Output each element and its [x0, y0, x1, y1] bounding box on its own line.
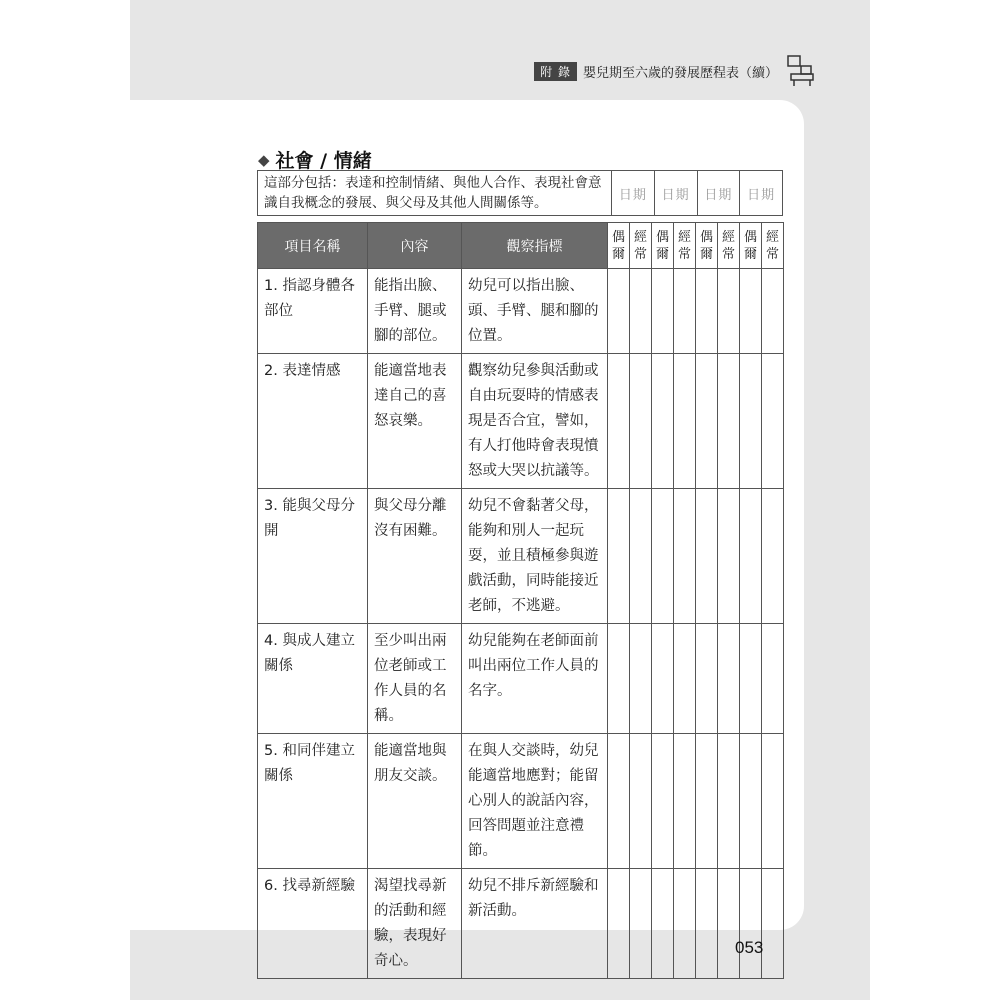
table-row	[258, 354, 784, 489]
item-content: 能適當地表達自己的喜怒哀樂。	[368, 354, 462, 489]
header-freq-occasional: 偶爾	[608, 223, 630, 269]
diamond-bullet-icon: ◆	[258, 150, 270, 169]
header-indicator: 觀察指標	[462, 223, 608, 269]
section-title-text: 社會 / 情緒	[275, 150, 372, 172]
intro-box	[257, 170, 783, 216]
check-cell[interactable]	[696, 869, 718, 979]
item-name: 4. 與成人建立關係	[258, 624, 368, 734]
header-freq-occasional: 偶爾	[740, 223, 762, 269]
check-cell[interactable]	[696, 734, 718, 869]
check-cell[interactable]	[696, 489, 718, 624]
item-indicator: 在與人交談時，幼兒能適當地應對；能留心別人的說話內容，回答問題並注意禮節。	[462, 734, 608, 869]
running-header-title: 嬰兒期至六歲的發展歷程表（續）	[582, 66, 778, 81]
check-cell[interactable]	[652, 269, 674, 354]
appendix-badge: 附 錄	[534, 62, 577, 81]
check-cell[interactable]	[652, 734, 674, 869]
check-cell[interactable]	[608, 269, 630, 354]
header-item-name: 項目名稱	[258, 223, 368, 269]
section-title	[258, 146, 372, 173]
check-cell[interactable]	[740, 869, 762, 979]
item-content: 渴望找尋新的活動和經驗，表現好奇心。	[368, 869, 462, 979]
check-cell[interactable]	[696, 354, 718, 489]
item-content: 至少叫出兩位老師或工作人員的名稱。	[368, 624, 462, 734]
check-cell[interactable]	[762, 624, 784, 734]
check-cell[interactable]	[608, 489, 630, 624]
header-freq-often: 經常	[674, 223, 696, 269]
table-row	[258, 734, 784, 869]
check-cell[interactable]	[718, 354, 740, 489]
check-cell[interactable]	[718, 869, 740, 979]
check-cell[interactable]	[674, 269, 696, 354]
check-cell[interactable]	[674, 354, 696, 489]
check-cell[interactable]	[696, 269, 718, 354]
check-cell[interactable]	[762, 489, 784, 624]
item-content: 與父母分離沒有困難。	[368, 489, 462, 624]
item-indicator: 幼兒不會黏著父母，能夠和別人一起玩耍，並且積極參與遊戲活動，同時能接近老師，不逃避。	[462, 489, 608, 624]
check-cell[interactable]	[762, 269, 784, 354]
check-cell[interactable]	[762, 869, 784, 979]
item-name: 2. 表達情感	[258, 354, 368, 489]
header-freq-often: 經常	[762, 223, 784, 269]
check-cell[interactable]	[740, 734, 762, 869]
check-cell[interactable]	[718, 624, 740, 734]
item-name: 5. 和同伴建立關係	[258, 734, 368, 869]
check-cell[interactable]	[652, 624, 674, 734]
check-cell[interactable]	[630, 734, 652, 869]
item-name: 6. 找尋新經驗	[258, 869, 368, 979]
item-indicator: 幼兒不排斥新經驗和新活動。	[462, 869, 608, 979]
check-cell[interactable]	[674, 734, 696, 869]
check-cell[interactable]	[762, 354, 784, 489]
check-cell[interactable]	[630, 354, 652, 489]
check-cell[interactable]	[630, 489, 652, 624]
check-cell[interactable]	[652, 489, 674, 624]
check-cell[interactable]	[674, 624, 696, 734]
check-cell[interactable]	[630, 624, 652, 734]
header-freq-occasional: 偶爾	[696, 223, 718, 269]
intro-text: 這部分包括：表達和控制情緒、與他人合作、表現社會意識自我概念的發展、與父母及其他人間關係等。	[258, 171, 612, 215]
check-cell[interactable]	[740, 269, 762, 354]
header-freq-often: 經常	[718, 223, 740, 269]
header-content: 內容	[368, 223, 462, 269]
observation-table	[257, 222, 784, 979]
check-cell[interactable]	[652, 354, 674, 489]
check-cell[interactable]	[630, 869, 652, 979]
header-freq-often: 經常	[630, 223, 652, 269]
table-row	[258, 624, 784, 734]
blocks-decoration-icon	[785, 52, 819, 88]
page-number: 053	[735, 938, 764, 957]
check-cell[interactable]	[740, 354, 762, 489]
table-row	[258, 269, 784, 354]
running-header	[534, 62, 778, 81]
check-cell[interactable]	[762, 734, 784, 869]
check-cell[interactable]	[718, 489, 740, 624]
date-cell-3: 日期	[698, 171, 741, 215]
check-cell[interactable]	[740, 624, 762, 734]
item-name: 3. 能與父母分開	[258, 489, 368, 624]
item-indicator: 幼兒能夠在老師面前叫出兩位工作人員的名字。	[462, 624, 608, 734]
check-cell[interactable]	[740, 489, 762, 624]
check-cell[interactable]	[608, 869, 630, 979]
check-cell[interactable]	[608, 624, 630, 734]
check-cell[interactable]	[674, 869, 696, 979]
check-cell[interactable]	[652, 869, 674, 979]
check-cell[interactable]	[674, 489, 696, 624]
item-content: 能指出臉、手臂、腿或腳的部位。	[368, 269, 462, 354]
check-cell[interactable]	[718, 734, 740, 869]
table-row	[258, 489, 784, 624]
date-cell-1: 日期	[612, 171, 655, 215]
item-indicator: 幼兒可以指出臉、頭、手臂、腿和腳的位置。	[462, 269, 608, 354]
table-row	[258, 869, 784, 979]
check-cell[interactable]	[630, 269, 652, 354]
date-cell-2: 日期	[655, 171, 698, 215]
check-cell[interactable]	[608, 734, 630, 869]
check-cell[interactable]	[608, 354, 630, 489]
check-cell[interactable]	[696, 624, 718, 734]
header-freq-occasional: 偶爾	[652, 223, 674, 269]
check-cell[interactable]	[718, 269, 740, 354]
item-indicator: 觀察幼兒參與活動或自由玩耍時的情感表現是否合宜，譬如，有人打他時會表現憤怒或大哭以抗議等。	[462, 354, 608, 489]
item-name: 1. 指認身體各部位	[258, 269, 368, 354]
item-content: 能適當地與朋友交談。	[368, 734, 462, 869]
table-header-row	[258, 223, 784, 269]
date-cell-4: 日期	[747, 187, 776, 203]
